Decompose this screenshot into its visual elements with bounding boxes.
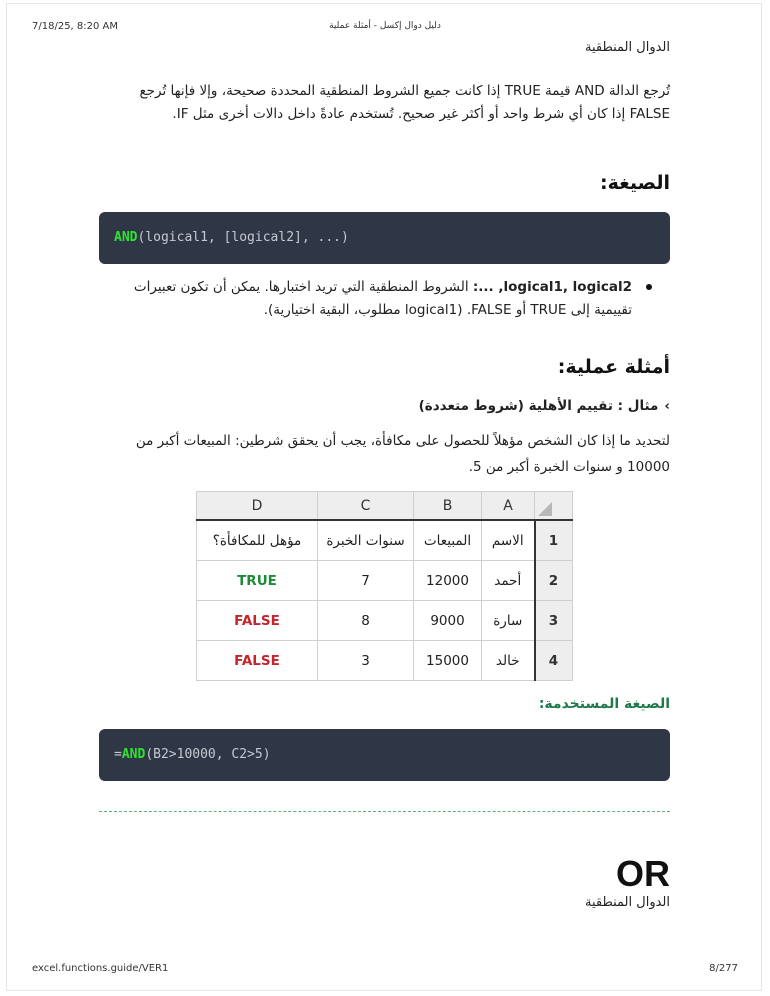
table-cell: أحمد bbox=[482, 561, 535, 601]
table-cell: خالد bbox=[482, 641, 535, 681]
next-section-title: OR bbox=[616, 853, 670, 894]
example-title-text: مثال : تقييم الأهلية (شروط متعددة) bbox=[418, 398, 659, 414]
syntax-code-block bbox=[99, 212, 670, 264]
footer-url[interactable]: excel.functions.guide/VER1 bbox=[32, 963, 169, 974]
table-cell: مؤهل للمكافأة؟ bbox=[197, 520, 318, 561]
example-title[interactable] bbox=[99, 398, 670, 414]
row-number: 2 bbox=[535, 561, 573, 601]
table-cell: الاسم bbox=[482, 520, 535, 561]
table-cell: المبيعات bbox=[414, 520, 482, 561]
table-cell: FALSE bbox=[197, 601, 318, 641]
code-keyword: AND bbox=[121, 747, 146, 762]
table-cell: سارة bbox=[482, 601, 535, 641]
examples-heading: أمثلة عملية: bbox=[557, 356, 670, 378]
table-row bbox=[197, 641, 573, 681]
select-all-icon bbox=[538, 502, 552, 516]
table-row bbox=[197, 601, 573, 641]
section-divider bbox=[99, 811, 670, 812]
row-number: 1 bbox=[535, 520, 573, 561]
table-cell: TRUE bbox=[197, 561, 318, 601]
table-row bbox=[197, 520, 573, 561]
bullet-dot bbox=[646, 284, 652, 290]
table-cell: 12000 bbox=[414, 561, 482, 601]
breadcrumb: الدوال المنطقية bbox=[584, 40, 670, 55]
table-cell: 3 bbox=[318, 641, 414, 681]
table-cell: 8 bbox=[318, 601, 414, 641]
example-description: لتحديد ما إذا كان الشخص مؤهلاً للحصول على مكافأة، يجب أن يحقق شرطين: المبيعات أكبر من 10000 و سنوات الخبرة أكبر من 5. bbox=[135, 433, 670, 475]
document-title: دليل دوال إكسل - أمثلة عملية bbox=[329, 21, 441, 31]
spreadsheet-table bbox=[196, 491, 573, 681]
table-cell: 15000 bbox=[414, 641, 482, 681]
column-header-d: D bbox=[197, 492, 318, 521]
row-number: 3 bbox=[535, 601, 573, 641]
column-letters-row bbox=[197, 492, 573, 521]
select-all-corner[interactable] bbox=[535, 492, 573, 521]
syntax-heading: الصيغة: bbox=[600, 172, 670, 194]
code-arguments: (B2>10000, C2>5) bbox=[145, 747, 271, 762]
chevron-right-icon[interactable]: › bbox=[664, 398, 670, 414]
table-cell: 9000 bbox=[414, 601, 482, 641]
row-number: 4 bbox=[535, 641, 573, 681]
print-datetime: 7/18/25, 8:20 AM bbox=[32, 21, 119, 32]
code-arguments: (logical1, [logical2], ...) bbox=[137, 230, 349, 245]
parameter-name: logical1, logical2, ...: bbox=[472, 279, 632, 295]
parameter-description: الشروط المنطقية التي تريد اختبارها. يمكن أن تكون تعبيرات تقييمية إلى TRUE أو FALSE. (logical1 مطلوب، البقية اختيارية). bbox=[133, 279, 632, 318]
column-header-a: A bbox=[482, 492, 535, 521]
page-number: 8/277 bbox=[709, 963, 738, 974]
intro-paragraph: تُرجع الدالة AND قيمة TRUE إذا كانت جميع الشروط المنطقية المحددة صحيحة، وإلا فإنها تُرجع FALSE إذا كان أي شرط واحد أو أكثر غير صحيح. تُستخدم عادةً داخل دالات أخرى مثل IF. bbox=[139, 83, 670, 122]
parameter-bullet bbox=[99, 276, 670, 322]
formula-prefix: = bbox=[114, 747, 122, 762]
table-row bbox=[197, 561, 573, 601]
next-section-category: الدوال المنطقية bbox=[584, 895, 670, 910]
table-cell: سنوات الخبرة bbox=[318, 520, 414, 561]
table-cell: FALSE bbox=[197, 641, 318, 681]
column-header-b: B bbox=[414, 492, 482, 521]
code-keyword: AND bbox=[114, 230, 138, 245]
column-header-c: C bbox=[318, 492, 414, 521]
used-formula-label: الصيغة المستخدمة: bbox=[538, 696, 670, 712]
formula-code-block bbox=[99, 729, 670, 781]
table-cell: 7 bbox=[318, 561, 414, 601]
